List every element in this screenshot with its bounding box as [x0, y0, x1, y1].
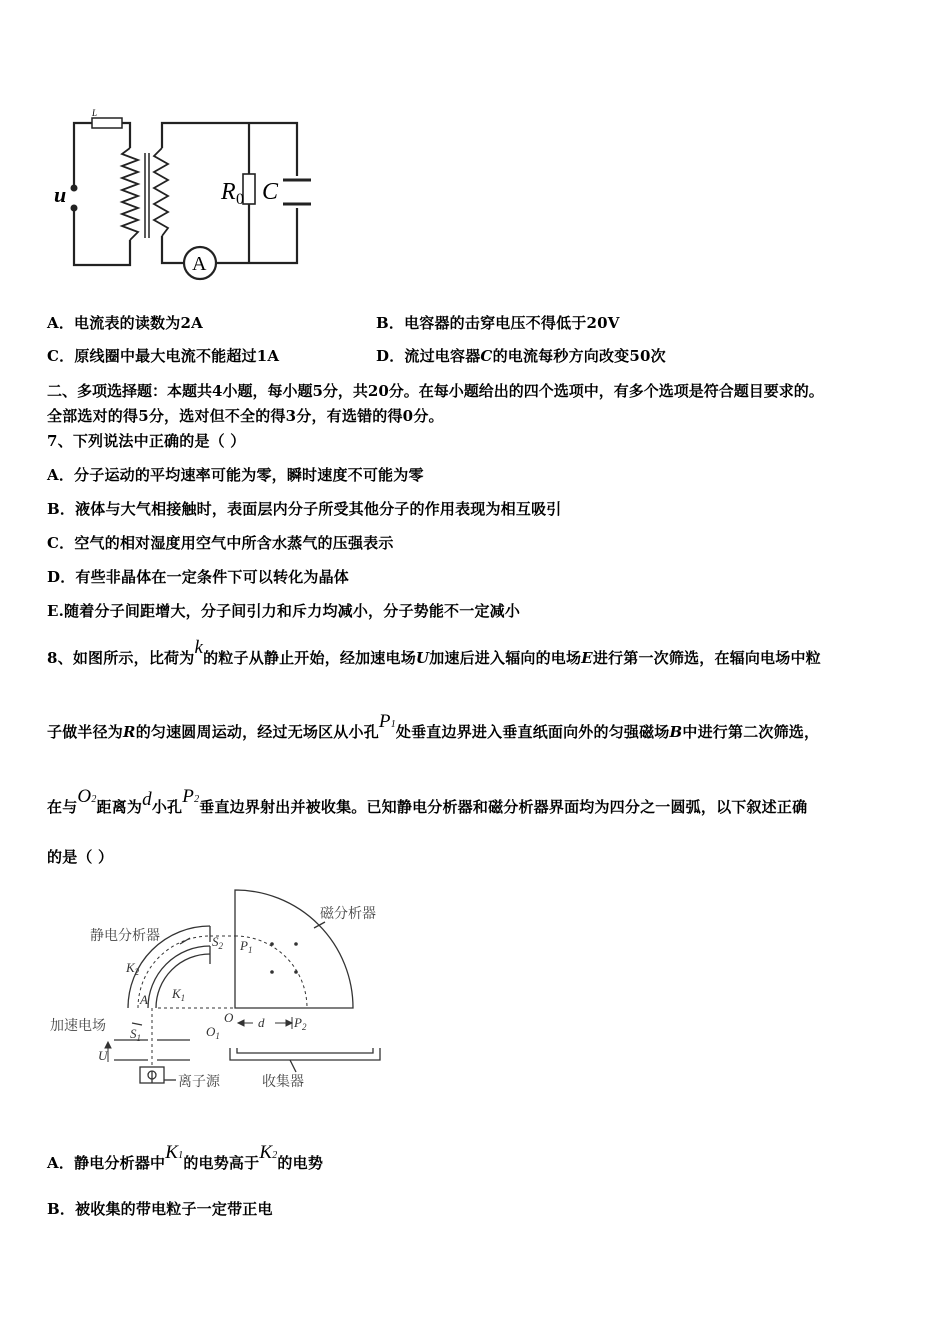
- var-P1: P1: [378, 711, 396, 732]
- var-P2: P2: [182, 786, 200, 807]
- q7-stem: 7、下列说法中正确的是（ ）: [47, 432, 246, 450]
- q6-option-d-var: C: [480, 347, 493, 365]
- q7-option-e: E.随着分子间距增大，分子间引力和斥力均减小，分子势能不一定减小: [47, 602, 521, 620]
- var-d: d: [142, 789, 152, 810]
- mass-spectrometer-figure: [50, 880, 395, 1105]
- label-magnetic-analyzer: 磁分析器: [320, 907, 376, 922]
- label-d: d: [258, 1015, 265, 1030]
- q6-option-b: B．电容器的击穿电压不得低于20V: [376, 314, 620, 332]
- label-P1: $P_1$: [240, 938, 253, 955]
- label-S1: $S_1$: [130, 1026, 141, 1043]
- q7-option-a: A．分子运动的平均速率可能为零，瞬时速度不可能为零: [47, 466, 424, 484]
- label-electrostatic-analyzer: 静电分析器: [90, 929, 160, 944]
- q6-option-d-post: 的电流每秒方向改变50次: [492, 347, 666, 365]
- circuit-label-R-sub: 0: [236, 191, 244, 208]
- q8-option-a: A．静电分析器中K1的电势高于K2的电势: [47, 1142, 324, 1172]
- q6-option-c: C．原线圈中最大电流不能超过1A: [47, 347, 280, 365]
- label-O1: $O_1$: [206, 1024, 220, 1041]
- label-O: O: [224, 1010, 234, 1025]
- circuit-label-L: L: [92, 108, 98, 118]
- section2-line1: 二、多项选择题：本题共4小题，每小题5分，共20分。在每小题给出的四个选项中，有多个选项是符合题目要求的。: [47, 382, 824, 400]
- q6-option-a: A．电流表的读数为2A: [47, 314, 203, 332]
- label-A: A: [140, 992, 148, 1007]
- ammeter-label: A: [192, 253, 207, 275]
- label-K2: $K_2$: [126, 960, 140, 977]
- circuit-label-R: R: [221, 179, 236, 205]
- q7-option-c: C．空气的相对湿度用空气中所含水蒸气的压强表示: [47, 534, 394, 552]
- var-O2: O2: [77, 786, 97, 807]
- label-S2: $S_2$: [212, 934, 223, 951]
- q8-option-b: B．被收集的带电粒子一定带正电: [47, 1200, 273, 1218]
- q6-option-d: [376, 345, 666, 366]
- q8-line4: 的是（ ）: [47, 848, 114, 866]
- label-K1: $K_1$: [172, 986, 186, 1003]
- var-K1: K1: [165, 1142, 184, 1163]
- transformer-circuit-figure: [40, 108, 340, 283]
- circuit-label-u: u: [54, 182, 67, 207]
- q8-line1: 8、如图所示，比荷为k的粒子从静止开始，经加速电场U加速后进入辐向的电场E进行第一次筛选，在辐向电场中粒: [47, 637, 821, 667]
- q8-line2: 子做半径为R的匀速圆周运动，经过无场区从小孔P1处垂直边界进入垂直纸面向外的匀强磁场B中进行第二次筛选，: [47, 711, 820, 741]
- q7-option-b: B．液体与大气相接触时，表面层内分子所受其他分子的作用表现为相互吸引: [47, 500, 562, 518]
- var-k: k: [194, 637, 204, 658]
- label-U: U: [98, 1048, 108, 1063]
- q7-option-d: D．有些非晶体在一定条件下可以转化为晶体: [47, 568, 350, 586]
- label-P2: $P_2$: [294, 1015, 307, 1032]
- label-accel-field: 加速电场: [50, 1019, 106, 1034]
- q8-line3: 在与O2距离为d小孔P2垂直边界射出并被收集。已知静电分析器和磁分析器界面均为四分之一圆弧，以下叙述正确: [47, 786, 808, 816]
- label-ion-source: 离子源: [178, 1075, 220, 1090]
- q6-option-d-pre: D．流过电容器: [376, 347, 481, 365]
- label-collector: 收集器: [262, 1075, 304, 1090]
- circuit-label-C: C: [262, 179, 279, 205]
- var-K2: K2: [259, 1142, 278, 1163]
- section2-line2: 全部选对的得5分，选对但不全的得3分，有选错的得0分。: [47, 407, 444, 425]
